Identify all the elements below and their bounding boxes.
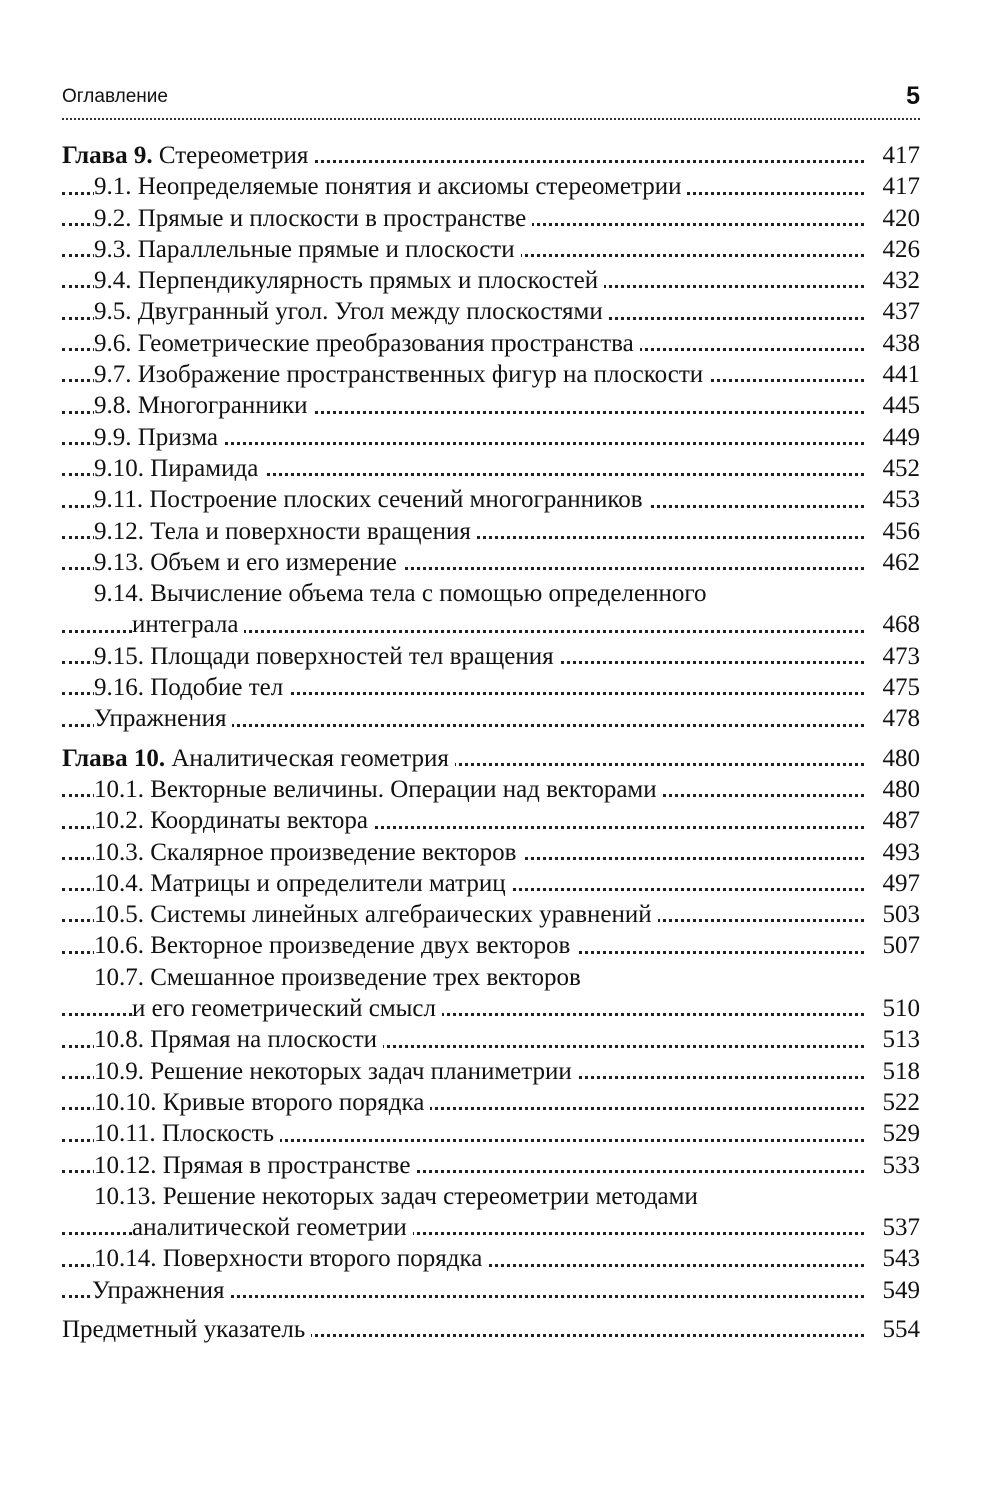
section-title: 9.15. Площади поверхностей тел вращения xyxy=(94,643,560,670)
page-ref: 468 xyxy=(877,609,921,640)
toc-section[interactable] xyxy=(62,359,920,390)
table-of-contents xyxy=(62,140,920,1345)
section-title: 9.14. Вычисление объема тела с помощью определенного xyxy=(94,580,712,607)
section-title: 10.12. Прямая в пространстве xyxy=(94,1152,416,1179)
toc-section[interactable] xyxy=(62,296,920,327)
toc-section[interactable] xyxy=(62,453,920,484)
section-title: 9.5. Двугранный угол. Угол между плоскостями xyxy=(94,298,609,325)
page-ref: 487 xyxy=(877,805,921,836)
toc-section[interactable] xyxy=(62,774,920,805)
section-title-continuation: и его геометрический смысл xyxy=(132,995,442,1022)
section-title: 9.3. Параллельные прямые и плоскости xyxy=(94,236,521,263)
page-ref: 507 xyxy=(877,930,921,961)
toc-section[interactable] xyxy=(62,171,920,202)
page-ref: 420 xyxy=(877,203,921,234)
section-title: 10.7. Смешанное произведение трех векторов xyxy=(94,964,587,991)
toc-section[interactable] xyxy=(62,1056,920,1087)
section-title: 9.12. Тела и поверхности вращения xyxy=(94,518,477,545)
page-ref: 426 xyxy=(877,234,921,265)
header-dotted-rule xyxy=(62,118,920,120)
toc-section-first-line[interactable] xyxy=(62,962,920,993)
toc-section[interactable] xyxy=(62,641,920,672)
running-head-title: Оглавление xyxy=(62,86,168,107)
section-title: 10.1. Векторные величины. Операции над векторами xyxy=(94,776,663,803)
page-ref: 510 xyxy=(877,993,921,1024)
toc-section[interactable] xyxy=(62,390,920,421)
toc-exercises[interactable] xyxy=(62,1275,920,1306)
chapter-number: Глава 9. xyxy=(62,142,153,169)
section-title: 9.8. Многогранники xyxy=(94,392,314,419)
toc-section[interactable] xyxy=(62,930,920,961)
toc-section[interactable] xyxy=(62,234,920,265)
section-title: 9.1. Неопределяемые понятия и аксиомы стереометрии xyxy=(94,173,687,200)
section-title: 9.11. Построение плоских сечений многогранников xyxy=(94,486,649,513)
page-ref: 417 xyxy=(877,140,921,171)
page-number: 5 xyxy=(906,82,920,110)
toc-section[interactable] xyxy=(62,899,920,930)
toc-section[interactable] xyxy=(62,484,920,515)
toc-section-first-line[interactable] xyxy=(62,578,920,609)
page-ref: 518 xyxy=(877,1056,921,1087)
toc-section-first-line[interactable] xyxy=(62,1181,920,1212)
chapter-title: Аналитическая геометрия xyxy=(165,744,449,772)
page-ref: 554 xyxy=(877,1314,921,1345)
page-ref: 549 xyxy=(877,1275,921,1306)
toc-section-continuation[interactable] xyxy=(62,993,920,1024)
page-ref: 452 xyxy=(877,453,921,484)
toc-section[interactable] xyxy=(62,1118,920,1149)
page-ref: 480 xyxy=(877,743,921,774)
section-title: 9.9. Призма xyxy=(94,424,224,451)
page-ref: 537 xyxy=(877,1212,921,1243)
page-ref: 478 xyxy=(877,703,921,734)
section-title: Предметный указатель xyxy=(62,1316,311,1343)
section-title: 10.13. Решение некоторых задач стереометрии методами xyxy=(94,1183,704,1210)
toc-section[interactable] xyxy=(62,422,920,453)
page-ref: 441 xyxy=(877,359,921,390)
section-title: 10.14. Поверхности второго порядка xyxy=(94,1245,488,1272)
toc-section[interactable] xyxy=(62,868,920,899)
toc-section[interactable] xyxy=(62,1150,920,1181)
toc-section[interactable] xyxy=(62,516,920,547)
section-title: 10.11. Плоскость xyxy=(94,1120,280,1147)
toc-section[interactable] xyxy=(62,547,920,578)
toc-section[interactable] xyxy=(62,672,920,703)
section-title: Упражнения xyxy=(94,705,232,732)
toc-section[interactable] xyxy=(62,837,920,868)
toc-section[interactable] xyxy=(62,265,920,296)
section-title: 10.2. Координаты вектора xyxy=(94,807,374,834)
page-ref: 529 xyxy=(877,1118,921,1149)
page-ref: 438 xyxy=(877,328,921,359)
toc-subject-index[interactable] xyxy=(62,1314,920,1345)
section-title: 9.10. Пирамида xyxy=(94,455,264,482)
page-ref: 480 xyxy=(877,774,921,805)
section-title: 9.16. Подобие тел xyxy=(94,674,289,701)
section-title: 9.7. Изображение пространственных фигур на плоскости xyxy=(94,361,709,388)
toc-section[interactable] xyxy=(62,1087,920,1118)
toc-section[interactable] xyxy=(62,805,920,836)
toc-section[interactable] xyxy=(62,328,920,359)
page-ref: 533 xyxy=(877,1150,921,1181)
section-title: 9.4. Перпендикулярность прямых и плоскостей xyxy=(94,267,604,294)
section-title: 10.6. Векторное произведение двух векторов xyxy=(94,932,576,959)
page-ref: 417 xyxy=(877,171,921,202)
section-title: 10.8. Прямая на плоскости xyxy=(94,1026,383,1053)
section-title-continuation: интеграла xyxy=(132,611,244,638)
toc-section-continuation[interactable] xyxy=(62,609,920,640)
page-ref: 456 xyxy=(877,516,921,547)
page-ref: 543 xyxy=(877,1243,921,1274)
page-ref: 503 xyxy=(877,899,921,930)
chapter-title: Стереометрия xyxy=(152,142,309,169)
section-title: 10.4. Матрицы и определители матриц xyxy=(94,870,512,897)
toc-chapter-10[interactable] xyxy=(62,743,920,774)
page-ref: 493 xyxy=(877,837,921,868)
page-ref: 513 xyxy=(877,1024,921,1055)
toc-chapter-9[interactable] xyxy=(62,140,920,171)
section-title: 10.9. Решение некоторых задач планиметрии xyxy=(94,1058,578,1085)
toc-section[interactable] xyxy=(62,1243,920,1274)
section-title: 10.3. Скалярное произведение векторов xyxy=(94,839,522,866)
toc-section[interactable] xyxy=(62,203,920,234)
section-title: 10.10. Кривые второго порядка xyxy=(94,1089,430,1116)
page-ref: 453 xyxy=(877,484,921,515)
page-ref: 462 xyxy=(877,547,921,578)
page-ref: 473 xyxy=(877,641,921,672)
page-ref: 432 xyxy=(877,265,921,296)
section-title: 10.5. Системы линейных алгебраических уравнений xyxy=(94,901,658,928)
page-ref: 437 xyxy=(877,296,921,327)
page-ref: 445 xyxy=(877,390,921,421)
section-title: 9.6. Геометрические преобразования пространства xyxy=(94,330,640,357)
section-title: 9.13. Объем и его измерение xyxy=(94,549,403,576)
toc-exercises[interactable] xyxy=(62,703,920,734)
chapter-number: Глава 10. xyxy=(62,744,166,772)
page-ref: 522 xyxy=(877,1087,921,1118)
page-ref: 449 xyxy=(877,422,921,453)
page-ref: 475 xyxy=(877,672,921,703)
toc-section[interactable] xyxy=(62,1024,920,1055)
section-title-continuation: аналитической геометрии xyxy=(132,1214,413,1241)
toc-section-continuation[interactable] xyxy=(62,1212,920,1243)
page-ref: 497 xyxy=(877,868,921,899)
section-title: Упражнения xyxy=(92,1277,230,1304)
running-head xyxy=(62,82,920,112)
section-title: 9.2. Прямые и плоскости в пространстве xyxy=(94,205,532,232)
